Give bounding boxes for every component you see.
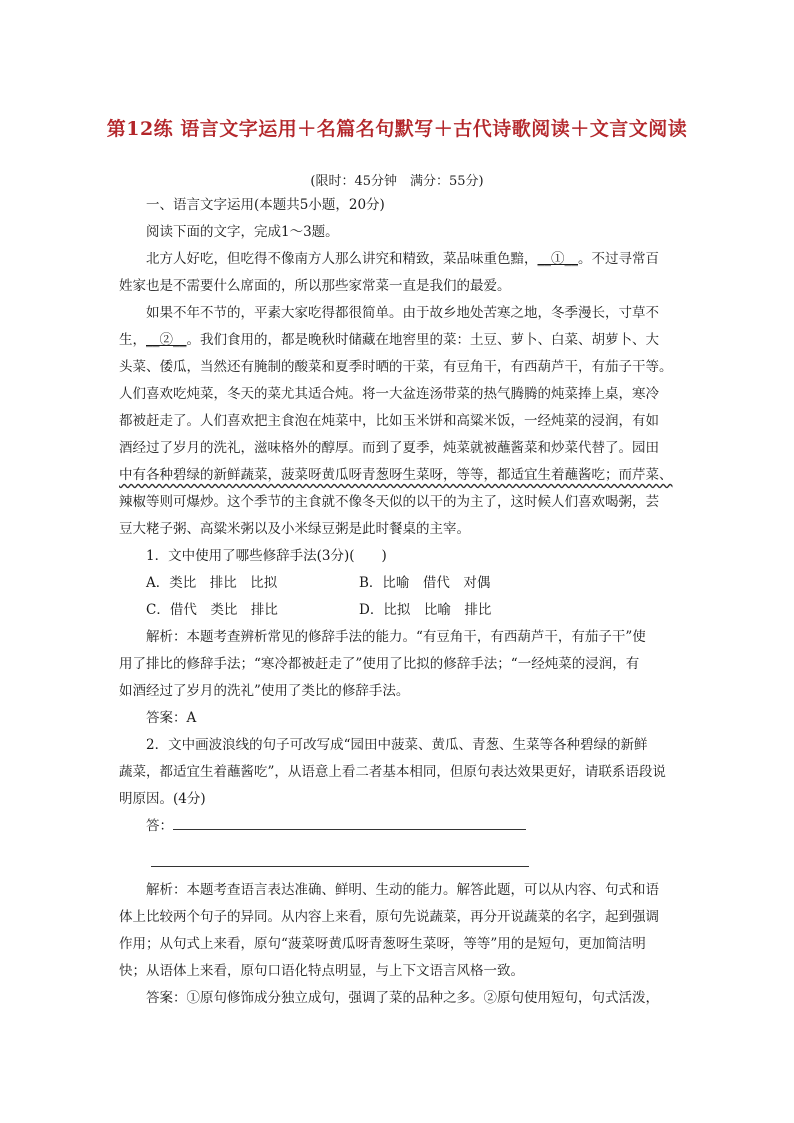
analysis-line: 用了排比的修辞手法；“寒冷都被赶走了”使用了比拟的修辞手法；“一经炖菜的浸润，有 xyxy=(119,656,640,672)
time-score-limit: (限时：45分钟 满分：55分) xyxy=(310,174,484,189)
passage-paragraph-1 xyxy=(119,246,677,273)
passage-line: 头菜、倭瓜，当然还有腌制的酸菜和夏季时晒的干菜，有豆角干，有西葫芦干，有茄子干等。 xyxy=(119,359,673,375)
passage-text: 。不过寻常百 xyxy=(578,251,659,267)
passage-line: 辣椒等则可爆炒。这个季节的主食就不像冬天似的以干的为主了，这时候人们喜欢喝粥，芸 xyxy=(119,494,659,510)
question-1-options-row-2 xyxy=(146,597,677,624)
passage-line: 酒经过了岁月的洗礼，滋味格外的醇厚。而到了夏季，炖菜就被蘸酱菜和炒菜代替了。园田 xyxy=(119,440,659,456)
question-line: 蔬菜，都适宜生着蘸酱吃”，从语意上看二者基本相同，但原句表达效果更好，请联系语段说 xyxy=(119,764,666,780)
analysis-line: 体上比较两个句子的异同。从内容上来看，原句先说蔬菜，再分开说蔬菜的名字，起到强调 xyxy=(119,909,659,925)
passage-line: 人们喜欢吃炖菜，冬天的菜尤其适合炖。将一大盆连汤带菜的热气腾腾的炖菜捧上桌，寒冷 xyxy=(119,386,659,402)
analysis-line: 快；从语体上来看，原句口语化特点明显，与上下文语言风格一致。 xyxy=(119,963,524,979)
question-2-answer: 答案：①原句修饰成分独立成句，强调了菜的品种之多。②原句使用短句，句式活泼， xyxy=(146,990,659,1006)
answer-area xyxy=(119,813,677,840)
passage-line xyxy=(119,327,677,354)
passage-paragraph-2: 如果不年不节的，平素大家吃得都很简单。由于故乡地处苦寒之地，冬季漫长，寸草不 xyxy=(146,305,659,321)
option-c: C．借代 类比 排比 xyxy=(146,602,278,618)
option-a: A．类比 排比 比拟 xyxy=(146,575,278,591)
document-body xyxy=(119,192,677,1012)
passage-line: 都被赶走了。人们喜欢把主食泡在炖菜中，比如玉米饼和高粱米饭，一经炖菜的浸润，有如 xyxy=(119,413,659,429)
analysis-line: 作用；从句式上来看，原句“菠菜呀黄瓜呀青葱呀生菜呀，等等”用的是短句，更加简洁明 xyxy=(119,936,646,952)
passage-line: 豆大粩子粥、高粱米粥以及小米绿豆粥是此时餐桌的主宰。 xyxy=(119,521,470,537)
blank-2: __②__ xyxy=(146,332,187,348)
question-1-answer: 答案：A xyxy=(146,710,197,726)
answer-blank-line[interactable] xyxy=(173,815,526,830)
question-2-stem: 2．文中画波浪线的句子可改写成“园田中菠菜、黄瓜、青葱、生菜等各种碧绿的新鲜 xyxy=(146,737,648,753)
wavy-underlined-sentence: 中有各种碧绿的新鲜蔬菜，菠菜呀黄瓜呀青葱呀生菜呀，等等，都适宜生着蘸酱吃；而芹菜、 xyxy=(119,467,673,483)
page-title: 第12练 语言文字运用＋名篇名句默写＋古代诗歌阅读＋文言文阅读 xyxy=(106,118,688,140)
passage-text: 生， xyxy=(119,332,146,348)
answer-label: 答： xyxy=(146,818,173,834)
answer-blank-line[interactable] xyxy=(151,840,529,867)
option-b: B．比喻 借代 对偶 xyxy=(359,575,491,591)
section-heading: 一、语言文字运用(本题共5小题，20分) xyxy=(146,197,385,213)
question-2-analysis: 解析：本题考查语言表达准确、鲜明、生动的能力。解答此题，可以从内容、句式和语 xyxy=(146,882,659,898)
question-1-analysis: 解析：本题考查辨析常见的修辞手法的能力。“有豆角干，有西葫芦干，有茄子干”使 xyxy=(146,629,646,645)
passage-text: 北方人好吃，但吃得不像南方人那么讲究和精致，菜品味重色黯， xyxy=(146,251,538,267)
passage-text: 。我们食用的，都是晚秋时储藏在地窖里的菜：土豆、萝卜、白菜、胡萝卜、大 xyxy=(186,332,659,348)
instruction: 阅读下面的文字，完成1～3题。 xyxy=(146,224,339,240)
question-1-stem: 1．文中使用了哪些修辞手法(3分)( ) xyxy=(146,548,387,564)
question-line: 明原因。(4分) xyxy=(119,791,206,807)
option-d: D．比拟 比喻 排比 xyxy=(359,602,492,618)
passage-line: 姓家也是不需要什么席面的，所以那些家常菜一直是我们的最爱。 xyxy=(119,278,511,294)
blank-1: __①__ xyxy=(537,251,578,267)
analysis-line: 如酒经过了岁月的洗礼”使用了类比的修辞手法。 xyxy=(119,683,410,699)
question-1-options-row-1 xyxy=(146,570,677,597)
